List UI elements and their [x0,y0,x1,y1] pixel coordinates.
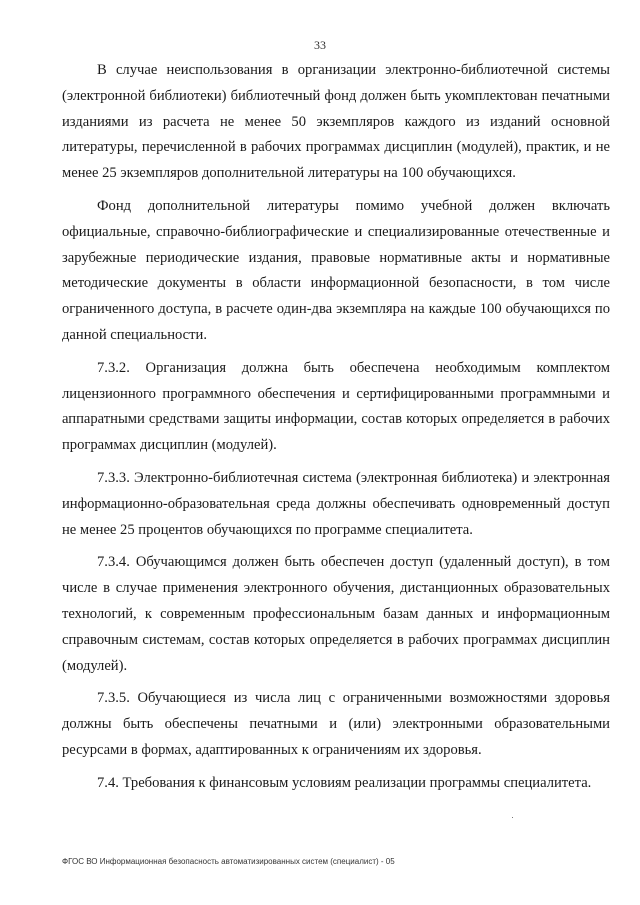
paragraph-7-3-2: 7.3.2. Организация должна быть обеспечена необходимым комплектом лицензионного программного обеспечения и сертифицированными программными и аппаратными средствами защиты информации, состав которых определяется в рабочих программах дисциплин (модулей). [62,359,610,454]
paragraph-7-4: 7.4. Требования к финансовым условиям реализации программы специалитета. [97,774,592,791]
body-text [62,58,610,804]
paragraph-7-3-3: 7.3.3. Электронно-библиотечная система (электронная библиотека) и электронная информационно-образовательная среда должны обеспечивать одновременный доступ не менее 25 процентов обучающихся по программе специалитета. [62,469,610,538]
page-number: 33 [314,38,326,52]
paragraph-7-3-5: 7.3.5. Обучающиеся из числа лиц с ограниченными возможностями здоровья должны быть обеспечены печатными и (или) электронными образовательными ресурсами в формах, адаптированных к ограничениям их здоровья. [62,690,610,758]
page-footer: ФГОС ВО Информационная безопасность автоматизированных систем (специалист) - 05 [62,857,395,866]
paragraph-additional-literature: Фонд дополнительной литературы помимо учебной должен включать официальные, справочно-библиографические и специализированные отечественные и зарубежные периодические издания, правовые нормативные акты и нормативные методические документы в области информационной безопасности, в том числе ограниченного доступа, в расчете один-два экземпляра на каждые 100 обучающихся по данной специальности. [62,197,610,343]
scan-speck [512,817,513,818]
paragraph-7-3-4: 7.3.4. Обучающимся должен быть обеспечен доступ (удаленный доступ), в том числе в случае применения электронного обучения, дистанционных образовательных технологий, к современным профессиональным базам данных и информационным справочным системам, состав которых определяется в рабочих программах дисциплин (модулей). [62,554,610,674]
paragraph-library-fund: В случае неиспользования в организации электронно-библиотечной системы (электронной библиотеки) библиотечный фонд должен быть укомплектован печатными изданиями из расчета не менее 50 экземпляров каждого из изданий основной литературы, перечисленной в рабочих программах дисциплин (модулей), практик, и не менее 25 экземпляров дополнительной литературы на 100 обучающихся. [62,62,610,182]
